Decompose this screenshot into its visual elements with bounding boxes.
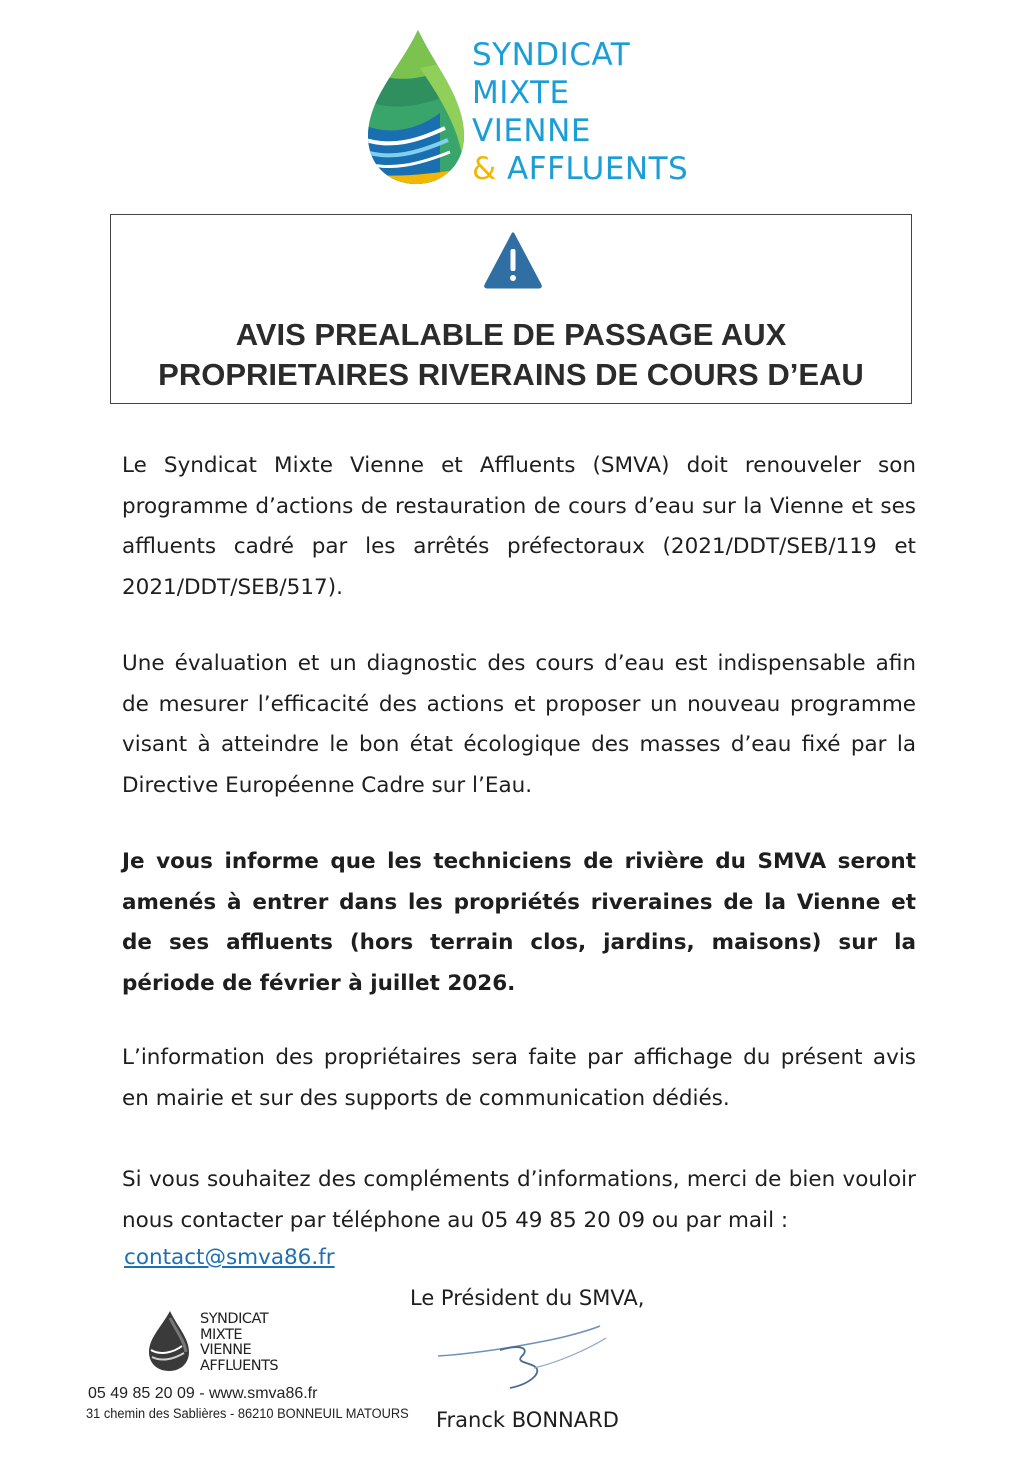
paragraph-technicians-notice: Je vous informe que les techniciens de rivière du SMVA seront amenés à entrer dans les propriétés riveraines de la Vienne et de ses affluents (hors terrain clos, jardins, maisons) sur la période de février à juillet 2026. — [122, 849, 916, 996]
water-drop-logo-icon — [360, 28, 470, 188]
paragraph-evaluation: Une évaluation et un diagnostic des cours d’eau est indispensable afin de mesurer l’efficacité des actions et proposer un nouveau programme visant à atteindre le bon état écologique des masses d’eau fixé par la Directive Européenne Cadre sur l’Eau. — [122, 651, 916, 798]
notice-title-box — [110, 214, 912, 404]
paragraph-program: Le Syndicat Mixte Vienne et Affluents (SMVA) doit renouveler son programme d’actions de restauration de cours d’eau sur la Vienne et ses affluents cadré par les arrêtés préfectoraux (2021/DDT/SEB/119 et 2021/DDT/SEB/517). — [122, 453, 916, 600]
stamp-line-3: VIENNE — [200, 1342, 252, 1358]
paragraph-contact: Si vous souhaitez des compléments d’informations, merci de bien vouloir nous contacter par téléphone au 05 49 85 20 09 ou par mail : — [122, 1167, 916, 1233]
signer-title: Le Président du SMVA, — [410, 1286, 645, 1310]
stamp-address: 31 chemin des Sablières - 86210 BONNEUIL MATOURS — [86, 1406, 409, 1421]
logo-line-4 — [472, 150, 688, 188]
stamp-line-4: AFFLUENTS — [200, 1357, 279, 1374]
header-logo — [360, 28, 720, 198]
paragraph-information: L’information des propriétaires sera faite par affichage du présent avis en mairie et sur des supports de communication dédiés. — [122, 1045, 916, 1111]
stamp-wordmark — [200, 1312, 278, 1374]
logo-ampersand: & — [472, 151, 497, 187]
stamp-line-1: SYNDICAT — [200, 1311, 269, 1327]
handwritten-signature — [430, 1318, 630, 1398]
notice-title — [111, 315, 911, 395]
notice-title-line-1: AVIS PREALABLE DE PASSAGE AUX — [235, 317, 787, 352]
contact-email-link[interactable]: contact@smva86.fr — [124, 1245, 335, 1270]
logo-last-word: AFFLUENTS — [507, 151, 689, 187]
logo-line-3: VIENNE — [472, 113, 591, 149]
notice-title-line-2: PROPRIETAIRES RIVERAINS DE COURS D’EAU — [158, 357, 864, 392]
signer-name: Franck BONNARD — [436, 1408, 619, 1432]
warning-triangle-icon — [483, 231, 543, 289]
logo-wordmark — [472, 36, 688, 188]
stamp-line-2: MIXTE — [200, 1326, 242, 1343]
stamp-contact: 05 49 85 20 09 - www.smva86.fr — [88, 1385, 318, 1402]
organization-stamp — [86, 1310, 409, 1421]
logo-line-2: MIXTE — [472, 75, 570, 111]
logo-line-1: SYNDICAT — [472, 37, 631, 73]
stamp-drop-icon — [146, 1310, 192, 1372]
